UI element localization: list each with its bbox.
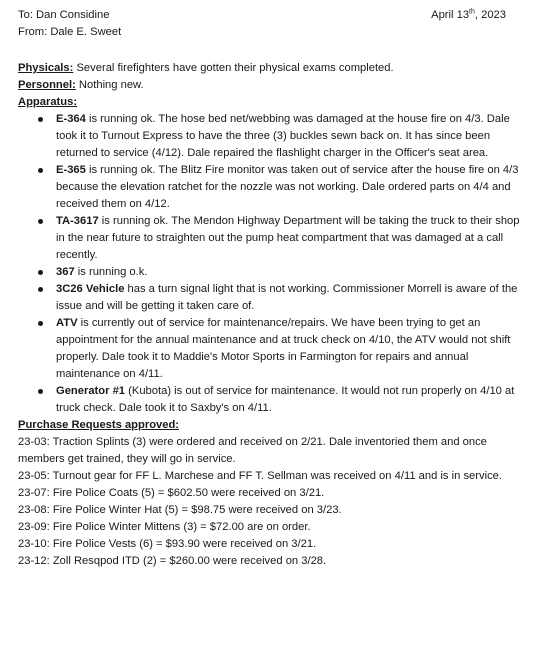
apparatus-name: ATV (56, 317, 78, 329)
purchase-heading-row (18, 417, 518, 434)
apparatus-note: (Kubota) is out of service for maintenance. It would not run properly on 4/10 at truck check. Dale took it to Saxby's on 4/11. (56, 385, 515, 414)
date-year: , 2023 (474, 9, 506, 21)
apparatus-heading-row (18, 94, 518, 111)
apparatus-item-e365 (18, 162, 528, 213)
apparatus-item-ta3617 (18, 213, 528, 264)
bullet-icon (38, 168, 43, 173)
personnel-heading: Personnel: (18, 79, 76, 91)
physicals-text: Several firefighters have gotten their physical exams completed. (73, 62, 394, 74)
purchase-item: 23-08: Fire Police Winter Hat (5) = $98.75 were received on 3/23. (18, 504, 342, 516)
apparatus-name: 3C26 Vehicle (56, 283, 125, 295)
from-line: From: Dale E. Sweet (18, 26, 122, 38)
apparatus-name: E-365 (56, 164, 86, 176)
apparatus-item-generator (18, 383, 528, 417)
apparatus-name: E-364 (56, 113, 86, 125)
purchase-heading: Purchase Requests approved: (18, 419, 180, 431)
apparatus-item-3c26 (18, 281, 528, 315)
purchase-item: 23-09: Fire Police Winter Mittens (3) = $72.00 are on order. (18, 521, 311, 533)
apparatus-name: Generator #1 (56, 385, 126, 397)
apparatus-note: is running ok. The hose bed net/webbing was damaged at the house fire on 4/3. Dale took it to Turnout Express to have the three (3) buckles sewn back on. It has since been returned to service (4/12). Dale repaired the flashlight charger in the Officer's seat area. (56, 113, 510, 159)
physicals-heading: Physicals: (18, 62, 74, 74)
date-ordinal: th (469, 8, 475, 16)
memo-date (431, 7, 506, 24)
memo-header-addressees (18, 7, 121, 41)
apparatus-note: is currently out of service for maintenance/repairs. We have been trying to get an appointment for the annual maintenance and at truck check on 4/10, the ATV would not shift properly. Dale took it to Maddie's Motor Sports in Farmington for repairs and annual maintenance on 4/11. (56, 317, 511, 380)
bullet-icon (38, 287, 43, 292)
bullet-icon (38, 389, 43, 394)
apparatus-note: is running ok. The Mendon Highway Department will be taking the truck to their shop in the near future to straighten out the pump heat compartment that was damaged at a call recently. (56, 215, 520, 261)
to-line: To: Dan Considine (18, 9, 110, 21)
apparatus-item-e364 (18, 111, 528, 162)
apparatus-name: 367 (56, 266, 75, 278)
bullet-icon (38, 270, 43, 275)
apparatus-note: is running ok. The Blitz Fire monitor was taken out of service after the house fire on 4/3 because the elevation ratchet for the nozzle was not working. Dale ordered parts on 4/4 and received them on 4/12. (56, 164, 519, 210)
apparatus-name: TA-3617 (56, 215, 99, 227)
personnel-section (18, 77, 518, 94)
purchase-item: 23-10: Fire Police Vests (6) = $93.90 were received on 3/21. (18, 538, 317, 550)
personnel-text: Nothing new. (75, 79, 144, 91)
apparatus-item-367 (18, 264, 528, 281)
date-month-day: April 13 (431, 9, 470, 21)
bullet-icon (38, 117, 43, 122)
apparatus-heading: Apparatus: (18, 96, 78, 108)
apparatus-list (18, 111, 518, 417)
purchase-item: 23-05: Turnout gear for FF L. Marchese and FF T. Sellman was received on 4/11 and is in service. (18, 470, 502, 482)
purchase-item: 23-12: Zoll Resqpod ITD (2) = $260.00 were received on 3/28. (18, 555, 327, 567)
purchase-item: 23-03: Traction Splints (3) were ordered and received on 2/21. Dale inventoried them and once members get trained, they will go in service. (18, 436, 487, 465)
physicals-section (18, 60, 518, 77)
bullet-icon (38, 321, 43, 326)
apparatus-note: is running o.k. (74, 266, 148, 278)
purchase-list (18, 434, 518, 570)
apparatus-note: has a turn signal light that is not working. Commissioner Morrell is aware of the issue and will be getting it taken care of. (56, 283, 518, 312)
purchase-item: 23-07: Fire Police Coats (5) = $602.50 were received on 3/21. (18, 487, 325, 499)
apparatus-item-atv (18, 315, 528, 383)
memo-body (18, 60, 518, 570)
bullet-icon (38, 219, 43, 224)
